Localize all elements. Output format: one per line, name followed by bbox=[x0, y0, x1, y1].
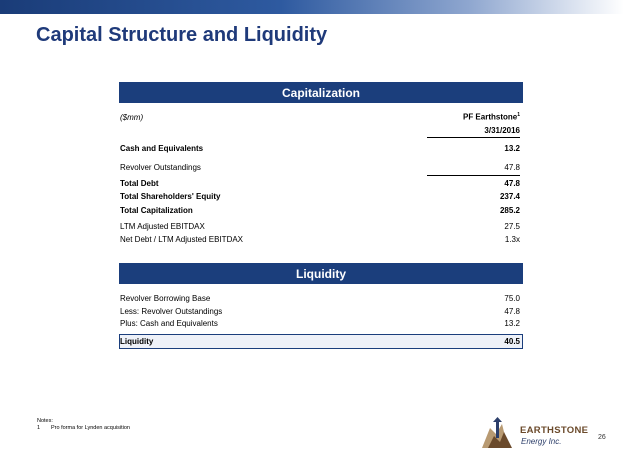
row-label: Liquidity bbox=[120, 337, 154, 346]
row-label: Net Debt / LTM Adjusted EBITDAX bbox=[120, 235, 244, 244]
table-row bbox=[120, 292, 520, 305]
table-row bbox=[120, 220, 520, 233]
notes-heading: Notes: bbox=[37, 418, 53, 424]
table-row bbox=[120, 317, 520, 330]
row-value: 237.4 bbox=[499, 192, 520, 201]
row-value: 13.2 bbox=[504, 319, 520, 328]
footnote-number: 1 bbox=[37, 425, 41, 431]
table-row bbox=[120, 177, 520, 190]
column-title-text: PF Earthstone bbox=[462, 112, 518, 122]
footnote-text: Pro forma for Lynden acquisition bbox=[51, 425, 130, 431]
row-label: Total Debt bbox=[120, 179, 159, 188]
table-row bbox=[120, 204, 520, 217]
column-date: 3/31/2016 bbox=[484, 126, 520, 135]
page-number: 26 bbox=[598, 434, 606, 441]
row-label: Cash and Equivalents bbox=[120, 144, 204, 153]
table-row bbox=[120, 233, 520, 246]
row-label: Total Capitalization bbox=[120, 206, 193, 215]
top-gradient-bar bbox=[0, 0, 624, 14]
liquidity-header: Liquidity bbox=[119, 263, 523, 284]
row-value: 40.5 bbox=[504, 337, 520, 346]
unit-label: ($mm) bbox=[120, 113, 144, 122]
row-label: Less: Revolver Outstandings bbox=[120, 307, 223, 316]
footnotes bbox=[37, 418, 130, 432]
row-value: 13.2 bbox=[504, 144, 520, 153]
capitalization-header: Capitalization bbox=[119, 82, 523, 103]
column-title bbox=[463, 112, 520, 122]
row-value: 47.8 bbox=[504, 179, 520, 188]
liquidity-total-row bbox=[120, 335, 520, 348]
total-line bbox=[427, 175, 520, 176]
table-row bbox=[120, 190, 520, 203]
logo-wordmark: EARTHSTONE bbox=[520, 425, 589, 436]
row-label: Plus: Cash and Equivalents bbox=[120, 319, 218, 328]
row-value: 75.0 bbox=[504, 294, 520, 303]
row-value: 27.5 bbox=[504, 222, 520, 231]
logo-subtitle: Energy Inc. bbox=[521, 437, 562, 446]
table-row bbox=[120, 142, 520, 155]
footnote-item bbox=[37, 425, 130, 432]
row-value: 47.8 bbox=[504, 307, 520, 316]
row-value: 1.3x bbox=[504, 235, 520, 244]
table-row bbox=[120, 161, 520, 174]
row-value: 285.2 bbox=[499, 206, 520, 215]
column-underline bbox=[427, 137, 520, 138]
page-title: Capital Structure and Liquidity bbox=[36, 24, 328, 46]
column-footnote: 1 bbox=[517, 112, 520, 118]
row-label: LTM Adjusted EBITDAX bbox=[120, 222, 205, 231]
row-label: Revolver Borrowing Base bbox=[120, 294, 211, 303]
row-label: Total Shareholders' Equity bbox=[120, 192, 221, 201]
row-value: 47.8 bbox=[504, 163, 520, 172]
row-label: Revolver Outstandings bbox=[120, 163, 201, 172]
